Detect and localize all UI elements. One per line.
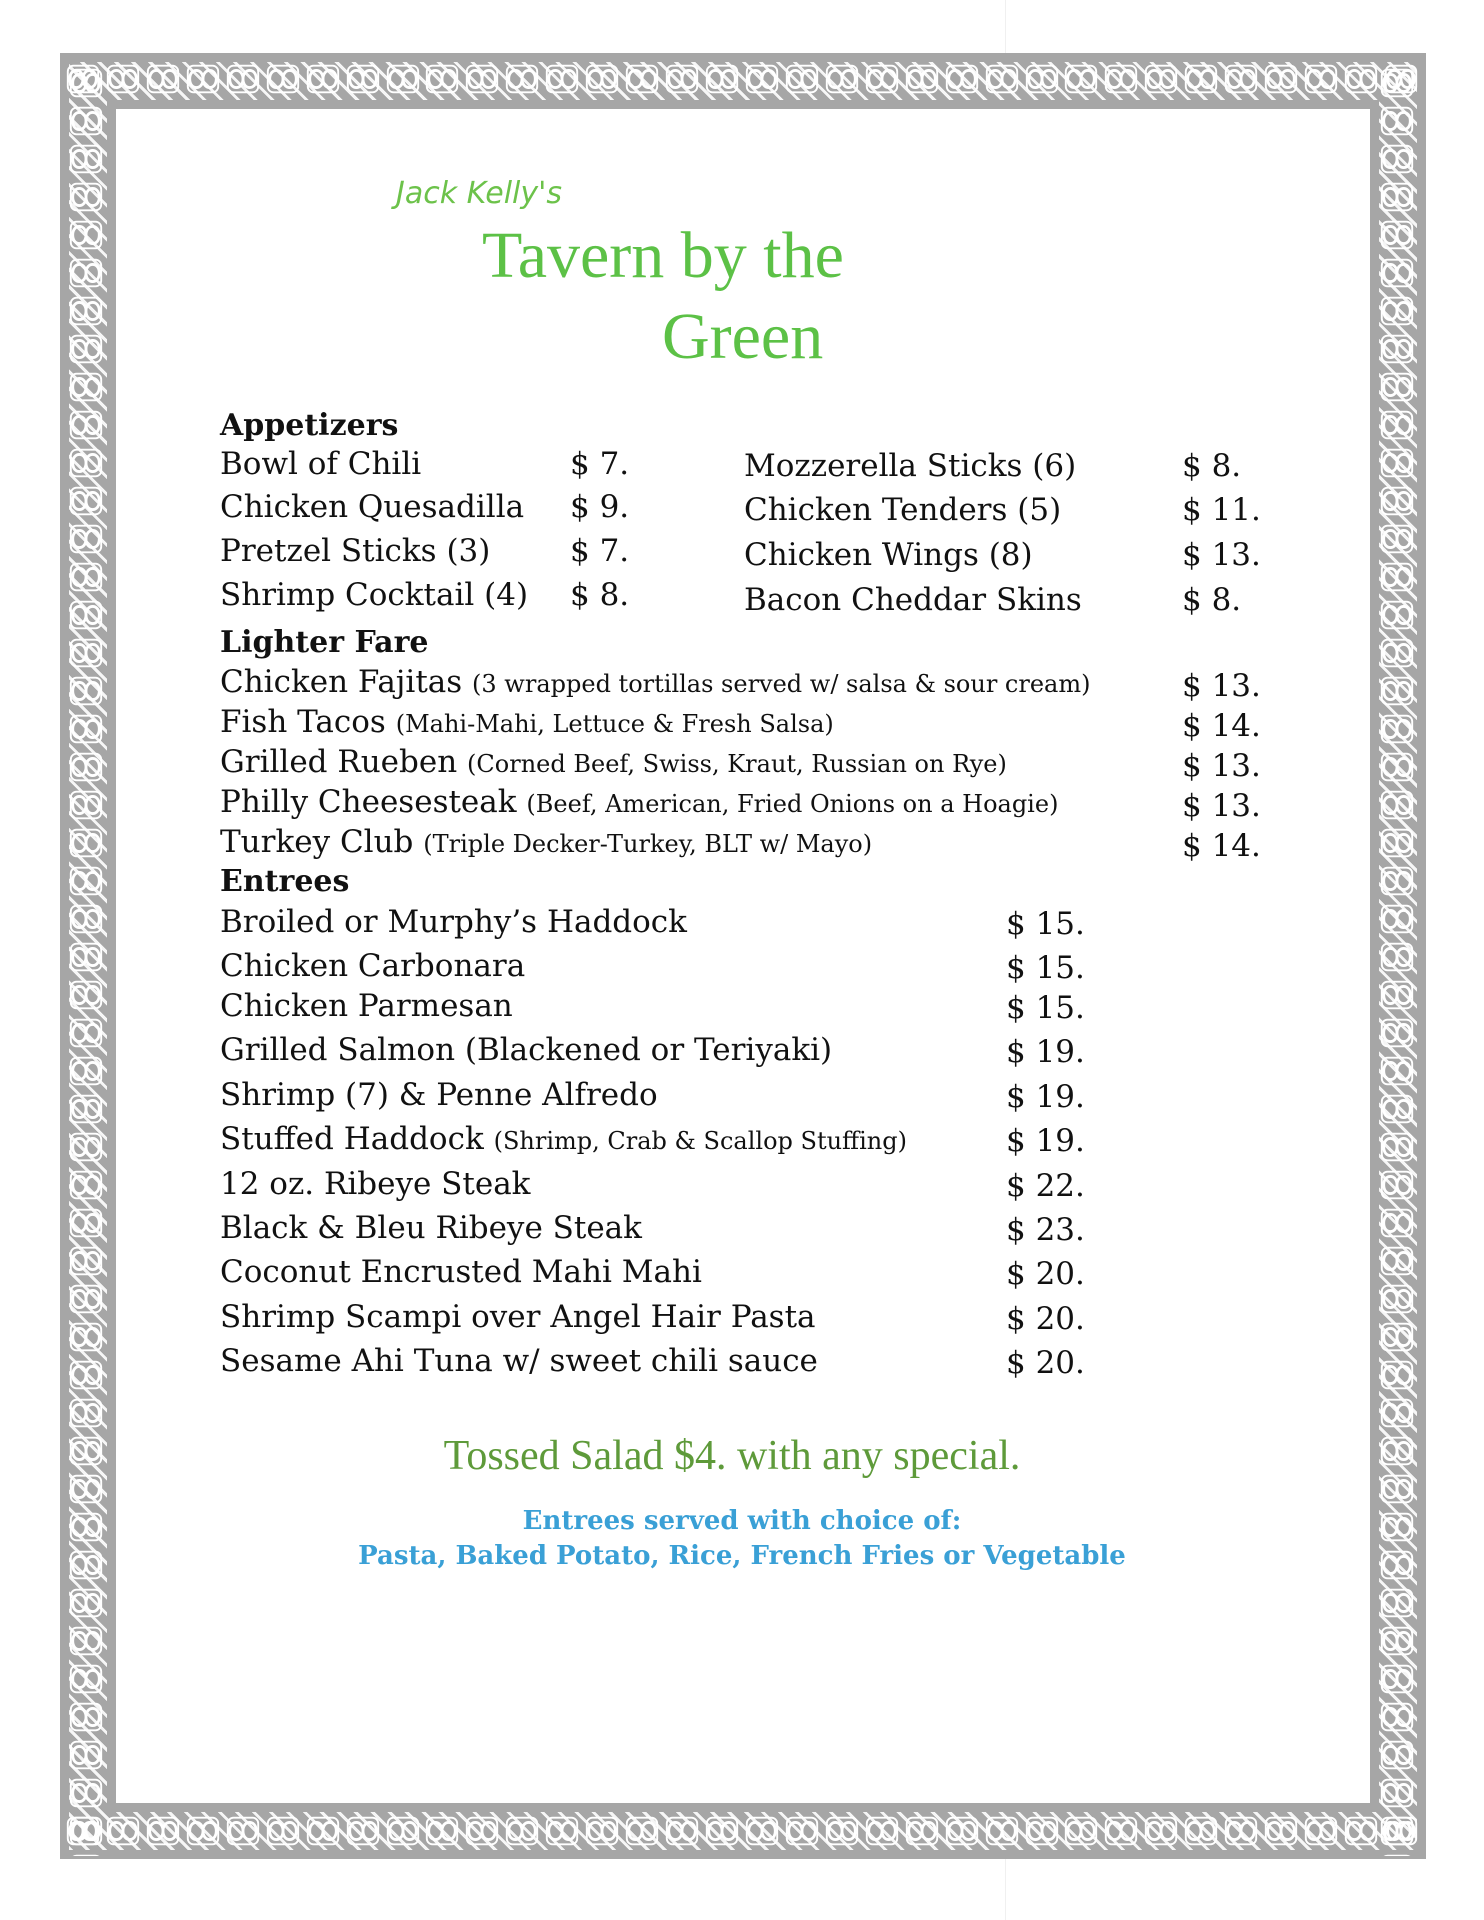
celtic-knot-icon (224, 1812, 262, 1850)
celtic-knot-icon (623, 1812, 661, 1850)
celtic-knot-icon (1378, 1052, 1416, 1090)
celtic-knot-icon (623, 60, 661, 98)
celtic-knot-icon (67, 938, 105, 976)
celtic-knot-icon (863, 60, 901, 98)
served-with-options: Pasta, Baked Potato, Rice, French Fries or Vegetable (358, 1541, 1126, 1571)
menu-item-name: Chicken Fajitas (220, 664, 463, 700)
celtic-knot-icon (67, 1128, 105, 1166)
celtic-knot-icon (67, 1166, 105, 1204)
celtic-knot-icon (1302, 1812, 1340, 1850)
celtic-knot-icon (67, 178, 105, 216)
menu-item-price: $ 13. (1182, 537, 1261, 573)
menu-item-price: $ 13. (1182, 788, 1261, 824)
celtic-knot-icon (423, 60, 461, 98)
celtic-knot-icon (1378, 178, 1416, 216)
celtic-knot-icon (1378, 1584, 1416, 1622)
celtic-knot-icon (67, 64, 105, 102)
celtic-knot-icon (823, 60, 861, 98)
celtic-knot-icon (543, 60, 581, 98)
celtic-knot-icon (67, 976, 105, 1014)
celtic-knot-icon (743, 1812, 781, 1850)
celtic-knot-icon (384, 60, 422, 98)
celtic-knot-icon (67, 1280, 105, 1318)
celtic-knot-icon (384, 1812, 422, 1850)
celtic-knot-icon (1378, 482, 1416, 520)
celtic-knot-icon (1378, 1660, 1416, 1698)
menu-item-description: (Shrimp, Crab & Scallop Stuffing) (493, 1127, 907, 1155)
restaurant-title-line1: Tavern by the (482, 219, 844, 292)
celtic-knot-icon (1182, 60, 1220, 98)
celtic-knot-icon (67, 1242, 105, 1280)
menu-item-description: (Beef, American, Fried Onions on a Hoagie) (526, 790, 1059, 818)
menu-item-name: Grilled Salmon (Blackened or Teriyaki) (220, 1032, 833, 1068)
menu-item-name: Black & Bleu Ribeye Steak (220, 1210, 642, 1246)
menu-item-name: Grilled Rueben (220, 744, 458, 780)
celtic-knot-icon (67, 672, 105, 710)
celtic-knot-icon (1378, 1318, 1416, 1356)
menu-item-price: $ 20. (1006, 1256, 1085, 1292)
celtic-knot-icon (863, 1812, 901, 1850)
celtic-knot-icon (67, 748, 105, 786)
border-knots-top (64, 60, 1420, 100)
celtic-knot-icon (264, 60, 302, 98)
celtic-knot-icon (1378, 330, 1416, 368)
menu-item-price: $ 14. (1182, 828, 1261, 864)
celtic-knot-icon (304, 1812, 342, 1850)
menu-item-name: Philly Cheesesteak (220, 784, 517, 820)
section-heading-lighter-fare: Lighter Fare (220, 625, 429, 660)
celtic-knot-icon (943, 60, 981, 98)
celtic-knot-icon (1378, 1166, 1416, 1204)
celtic-knot-icon (983, 1812, 1021, 1850)
menu-item (220, 664, 1090, 700)
celtic-knot-icon (1378, 292, 1416, 330)
menu-item-name: Shrimp Scampi over Angel Hair Pasta (220, 1299, 816, 1335)
menu-item-description: (Mahi-Mahi, Lettuce & Fresh Salsa) (395, 710, 834, 738)
menu-item-price: $ 20. (1006, 1301, 1085, 1337)
celtic-knot-icon (67, 1394, 105, 1432)
menu-item-name: Shrimp (7) & Penne Alfredo (220, 1077, 658, 1113)
celtic-knot-icon (67, 1850, 105, 1856)
menu-item-price: $ 8. (1182, 448, 1242, 484)
celtic-knot-icon (1342, 1812, 1380, 1850)
celtic-knot-icon (1378, 900, 1416, 938)
menu-item-price: $ 8. (570, 577, 630, 613)
celtic-knot-icon (67, 1660, 105, 1698)
celtic-knot-icon (344, 1812, 382, 1850)
menu-item-price: $ 11. (1182, 492, 1261, 528)
celtic-knot-icon (1378, 1850, 1416, 1856)
celtic-knot-icon (1378, 634, 1416, 672)
celtic-knot-icon (104, 60, 142, 98)
celtic-knot-icon (1342, 60, 1380, 98)
celtic-knot-icon (1378, 1356, 1416, 1394)
menu-item-name: 12 oz. Ribeye Steak (220, 1166, 531, 1202)
menu-item-price: $ 8. (1182, 582, 1242, 618)
celtic-knot-icon (1378, 1204, 1416, 1242)
celtic-knot-icon (1378, 444, 1416, 482)
celtic-knot-icon (1378, 406, 1416, 444)
celtic-knot-icon (104, 1812, 142, 1850)
menu-item-price: $ 7. (570, 446, 630, 482)
section-heading-entrees: Entrees (220, 864, 350, 899)
celtic-knot-icon (1378, 1242, 1416, 1280)
celtic-knot-icon (67, 1698, 105, 1736)
celtic-knot-icon (67, 368, 105, 406)
celtic-knot-icon (67, 558, 105, 596)
menu-item (220, 784, 1058, 820)
celtic-knot-icon (67, 140, 105, 178)
celtic-knot-icon (583, 60, 621, 98)
celtic-knot-icon (67, 406, 105, 444)
celtic-knot-icon (463, 1812, 501, 1850)
celtic-knot-icon (67, 900, 105, 938)
menu-item-price: $ 14. (1182, 708, 1261, 744)
celtic-knot-icon (823, 1812, 861, 1850)
celtic-knot-icon (1378, 140, 1416, 178)
celtic-knot-icon (1262, 1812, 1300, 1850)
celtic-knot-icon (1378, 558, 1416, 596)
menu-item-name: Broiled or Murphy’s Haddock (220, 904, 687, 940)
celtic-knot-icon (67, 862, 105, 900)
celtic-knot-icon (67, 1736, 105, 1774)
celtic-knot-icon (67, 292, 105, 330)
border-knots-left (67, 64, 107, 1856)
celtic-knot-icon (1378, 1812, 1416, 1850)
celtic-knot-icon (1102, 1812, 1140, 1850)
celtic-knot-icon (1378, 254, 1416, 292)
celtic-knot-icon (1302, 60, 1340, 98)
menu-item-name: Chicken Quesadilla (220, 489, 525, 525)
menu-item-name: Sesame Ahi Tuna w/ sweet chili sauce (220, 1343, 818, 1379)
menu-item-price: $ 20. (1006, 1345, 1085, 1381)
celtic-knot-icon (1222, 1812, 1260, 1850)
celtic-knot-icon (1378, 672, 1416, 710)
menu-item-name: Chicken Tenders (5) (744, 492, 1062, 528)
celtic-knot-icon (184, 1812, 222, 1850)
celtic-knot-icon (67, 1356, 105, 1394)
celtic-knot-icon (67, 216, 105, 254)
celtic-knot-icon (67, 710, 105, 748)
celtic-knot-icon (703, 1812, 741, 1850)
celtic-knot-icon (304, 60, 342, 98)
menu-item-name: Fish Tacos (220, 704, 386, 740)
celtic-knot-icon (783, 60, 821, 98)
menu-item-description: (Corned Beef, Swiss, Kraut, Russian on Rye) (467, 750, 1007, 778)
celtic-knot-icon (67, 1090, 105, 1128)
menu-item-price: $ 13. (1182, 748, 1261, 784)
menu-item (220, 704, 834, 740)
celtic-knot-icon (1378, 1394, 1416, 1432)
celtic-knot-icon (663, 1812, 701, 1850)
celtic-knot-icon (1378, 786, 1416, 824)
menu-item-price: $ 19. (1006, 1079, 1085, 1115)
celtic-knot-icon (1062, 1812, 1100, 1850)
celtic-knot-icon (503, 1812, 541, 1850)
celtic-knot-icon (1378, 1090, 1416, 1128)
menu-item-price: $ 19. (1006, 1123, 1085, 1159)
menu-item-name: Stuffed Haddock (220, 1121, 484, 1157)
menu-item-name: Turkey Club (220, 824, 414, 860)
celtic-knot-icon (67, 520, 105, 558)
celtic-knot-icon (67, 596, 105, 634)
menu-item-price: $ 15. (1006, 906, 1085, 942)
celtic-knot-icon (1222, 60, 1260, 98)
celtic-knot-icon (67, 1014, 105, 1052)
celtic-knot-icon (184, 60, 222, 98)
celtic-knot-icon (543, 1812, 581, 1850)
celtic-knot-icon (1378, 748, 1416, 786)
menu-item-price: $ 15. (1006, 990, 1085, 1026)
celtic-knot-icon (67, 1812, 105, 1850)
celtic-knot-icon (144, 60, 182, 98)
celtic-knot-icon (144, 1812, 182, 1850)
celtic-knot-icon (1378, 862, 1416, 900)
celtic-knot-icon (1378, 710, 1416, 748)
celtic-knot-icon (67, 1204, 105, 1242)
celtic-knot-icon (783, 1812, 821, 1850)
menu-item-name: Pretzel Sticks (3) (220, 533, 491, 569)
section-heading-appetizers: Appetizers (220, 408, 399, 443)
celtic-knot-icon (1378, 1128, 1416, 1166)
celtic-knot-icon (1378, 64, 1416, 102)
celtic-knot-icon (1142, 60, 1180, 98)
celtic-knot-icon (67, 1584, 105, 1622)
celtic-knot-icon (1182, 1812, 1220, 1850)
celtic-knot-icon (67, 254, 105, 292)
border-knots-right (1378, 64, 1418, 1856)
celtic-knot-icon (67, 330, 105, 368)
celtic-knot-icon (1378, 520, 1416, 558)
menu-item (220, 744, 1007, 780)
menu-item-name: Mozzerella Sticks (6) (744, 448, 1077, 484)
celtic-knot-icon (1378, 102, 1416, 140)
restaurant-title-line2: Green (662, 300, 824, 373)
celtic-knot-icon (67, 1318, 105, 1356)
celtic-knot-icon (663, 60, 701, 98)
celtic-knot-icon (264, 1812, 302, 1850)
celtic-knot-icon (67, 102, 105, 140)
menu-item-price: $ 13. (1182, 668, 1261, 704)
menu-item-description: (Triple Decker-Turkey, BLT w/ Mayo) (423, 830, 873, 858)
celtic-knot-icon (583, 1812, 621, 1850)
celtic-knot-icon (903, 60, 941, 98)
celtic-knot-icon (67, 824, 105, 862)
celtic-knot-icon (1378, 824, 1416, 862)
menu-item-price: $ 22. (1006, 1168, 1085, 1204)
celtic-knot-icon (983, 60, 1021, 98)
menu-item-name: Chicken Carbonara (220, 948, 526, 984)
celtic-knot-icon (703, 60, 741, 98)
celtic-knot-icon (423, 1812, 461, 1850)
tossed-salad-note: Tossed Salad $4. with any special. (443, 1433, 1021, 1479)
celtic-knot-icon (1378, 938, 1416, 976)
celtic-knot-icon (67, 444, 105, 482)
menu-item-name: Bacon Cheddar Skins (744, 582, 1082, 618)
celtic-knot-icon (67, 1774, 105, 1812)
celtic-knot-icon (503, 60, 541, 98)
menu-item-description: (3 wrapped tortillas served w/ salsa & sour cream) (472, 670, 1091, 698)
celtic-knot-icon (224, 60, 262, 98)
menu-item-name: Chicken Wings (8) (744, 537, 1033, 573)
celtic-knot-icon (344, 60, 382, 98)
celtic-knot-icon (903, 1812, 941, 1850)
celtic-knot-icon (1378, 368, 1416, 406)
menu-item-price: $ 23. (1006, 1212, 1085, 1248)
menu-item-price: $ 7. (570, 533, 630, 569)
celtic-knot-icon (1378, 1280, 1416, 1318)
menu-item-name: Shrimp Cocktail (4) (220, 577, 529, 613)
celtic-knot-icon (1378, 976, 1416, 1014)
menu-item-price: $ 19. (1006, 1034, 1085, 1070)
celtic-knot-icon (943, 1812, 981, 1850)
celtic-knot-icon (1062, 60, 1100, 98)
celtic-knot-icon (1378, 1736, 1416, 1774)
celtic-knot-icon (743, 60, 781, 98)
menu-item-name: Chicken Parmesan (220, 988, 513, 1024)
restaurant-owner-name: Jack Kelly's (396, 176, 562, 211)
celtic-knot-icon (67, 634, 105, 672)
celtic-knot-icon (1142, 1812, 1180, 1850)
menu-item-price: $ 9. (570, 489, 630, 525)
menu-item (220, 1121, 907, 1157)
celtic-knot-icon (1378, 596, 1416, 634)
menu-item (220, 824, 872, 860)
border-knots-bottom (64, 1812, 1420, 1852)
celtic-knot-icon (1378, 1014, 1416, 1052)
served-with-heading: Entrees served with choice of: (522, 1506, 962, 1536)
celtic-knot-icon (1378, 216, 1416, 254)
celtic-knot-icon (1023, 60, 1061, 98)
menu-item-price: $ 15. (1006, 950, 1085, 986)
celtic-knot-icon (67, 1622, 105, 1660)
celtic-knot-icon (1023, 1812, 1061, 1850)
menu-item-name: Coconut Encrusted Mahi Mahi (220, 1254, 702, 1290)
menu-item-name: Bowl of Chili (220, 446, 422, 482)
celtic-knot-icon (463, 60, 501, 98)
celtic-knot-icon (67, 786, 105, 824)
celtic-knot-icon (67, 482, 105, 520)
celtic-knot-icon (67, 1052, 105, 1090)
celtic-knot-icon (1102, 60, 1140, 98)
celtic-knot-icon (1378, 1622, 1416, 1660)
celtic-knot-icon (1378, 1698, 1416, 1736)
celtic-knot-icon (1378, 1774, 1416, 1812)
celtic-knot-icon (1262, 60, 1300, 98)
